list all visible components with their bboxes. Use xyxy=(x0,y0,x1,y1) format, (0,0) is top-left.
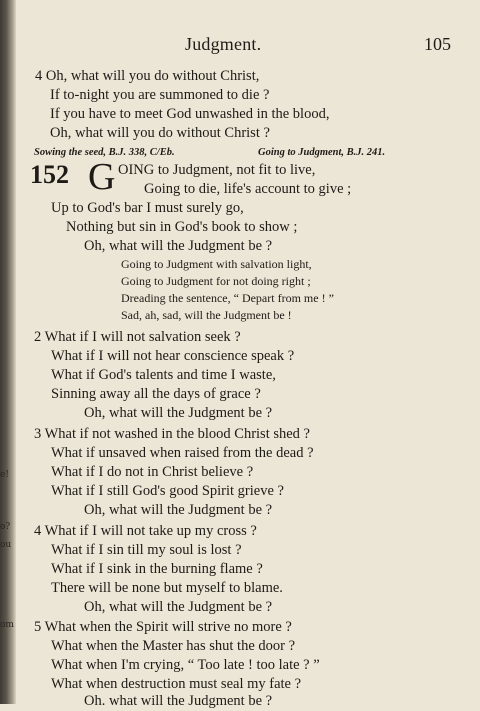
tune-reference-left: Sowing the seed, B.J. 338, C/Eb. xyxy=(34,147,175,158)
book-gutter xyxy=(0,0,16,704)
verse3-line: What if I do not in Christ believe ? xyxy=(51,464,254,480)
drop-cap: G xyxy=(88,156,116,198)
prev-stanza-line: If to-night you are summoned to die ? xyxy=(50,87,270,103)
verse4-line: There will be none but myself to blame. xyxy=(51,580,283,596)
prev-stanza-line: Oh, what will you do without Christ ? xyxy=(50,125,270,141)
verse5-line: What when destruction must seal my fate ? xyxy=(51,676,302,692)
verse3-line: 3 What if not washed in the blood Christ shed ? xyxy=(34,426,310,442)
verse3-refrain: Oh, what will the Judgment be ? xyxy=(84,502,273,518)
verse2-line: What if I will not hear conscience speak ? xyxy=(51,348,295,364)
hymn-number: 152 xyxy=(30,160,69,189)
chorus-line: Going to Judgment for not doing right ; xyxy=(121,274,311,288)
prev-stanza-line: If you have to meet God unwashed in the blood, xyxy=(50,106,330,122)
verse2-line: What if God's talents and time I waste, xyxy=(51,367,276,383)
verse5-line: 5 What when the Spirit will strive no more ? xyxy=(34,619,292,635)
gutter-fragment: o? xyxy=(0,522,11,532)
gutter-fragment: ou xyxy=(0,540,12,550)
page-number: 105 xyxy=(424,34,451,54)
prev-stanza-line: 4 Oh, what will you do without Christ, xyxy=(35,68,260,84)
tune-reference-right: Going to Judgment, B.J. 241. xyxy=(258,147,386,158)
verse2-line: Sinning away all the days of grace ? xyxy=(51,386,261,402)
gutter-fragment: om xyxy=(0,620,14,630)
chorus-line: Sad, ah, sad, will the Judgment be ! xyxy=(121,308,292,322)
verse4-line: What if I sin till my soul is lost ? xyxy=(51,542,242,558)
verse5-refrain: Oh. what will the Judgment be ? xyxy=(84,693,273,709)
verse5-line: What when the Master has shut the door ? xyxy=(51,638,296,654)
verse4-line: What if I sink in the burning flame ? xyxy=(51,561,263,577)
gutter-fragment: e! xyxy=(0,470,9,480)
chorus-line: Dreading the sentence, “ Depart from me ! ” xyxy=(121,291,334,305)
running-title: Judgment. xyxy=(185,34,262,54)
verse2-refrain: Oh, what will the Judgment be ? xyxy=(84,405,273,421)
verse1-line: Nothing but sin in God's book to show ; xyxy=(66,219,298,235)
hymnal-page xyxy=(20,0,465,709)
verse4-refrain: Oh, what will the Judgment be ? xyxy=(84,599,273,615)
verse1-line: Going to die, life's account to give ; xyxy=(144,181,352,197)
verse3-line: What if unsaved when raised from the dead ? xyxy=(51,445,314,461)
verse1-line: Up to God's bar I must surely go, xyxy=(51,200,244,216)
verse1-line: OING to Judgment, not fit to live, xyxy=(118,162,316,178)
page-header xyxy=(20,34,465,58)
verse3-line: What if I still God's good Spirit grieve ? xyxy=(51,483,284,499)
verse4-line: 4 What if I will not take up my cross ? xyxy=(34,523,257,539)
verse5-line: What when I'm crying, “ Too late ! too late ? ” xyxy=(51,657,320,673)
chorus-line: Going to Judgment with salvation light, xyxy=(121,257,312,271)
verse1-refrain: Oh, what will the Judgment be ? xyxy=(84,238,273,254)
verse2-line: 2 What if I will not salvation seek ? xyxy=(34,329,241,345)
